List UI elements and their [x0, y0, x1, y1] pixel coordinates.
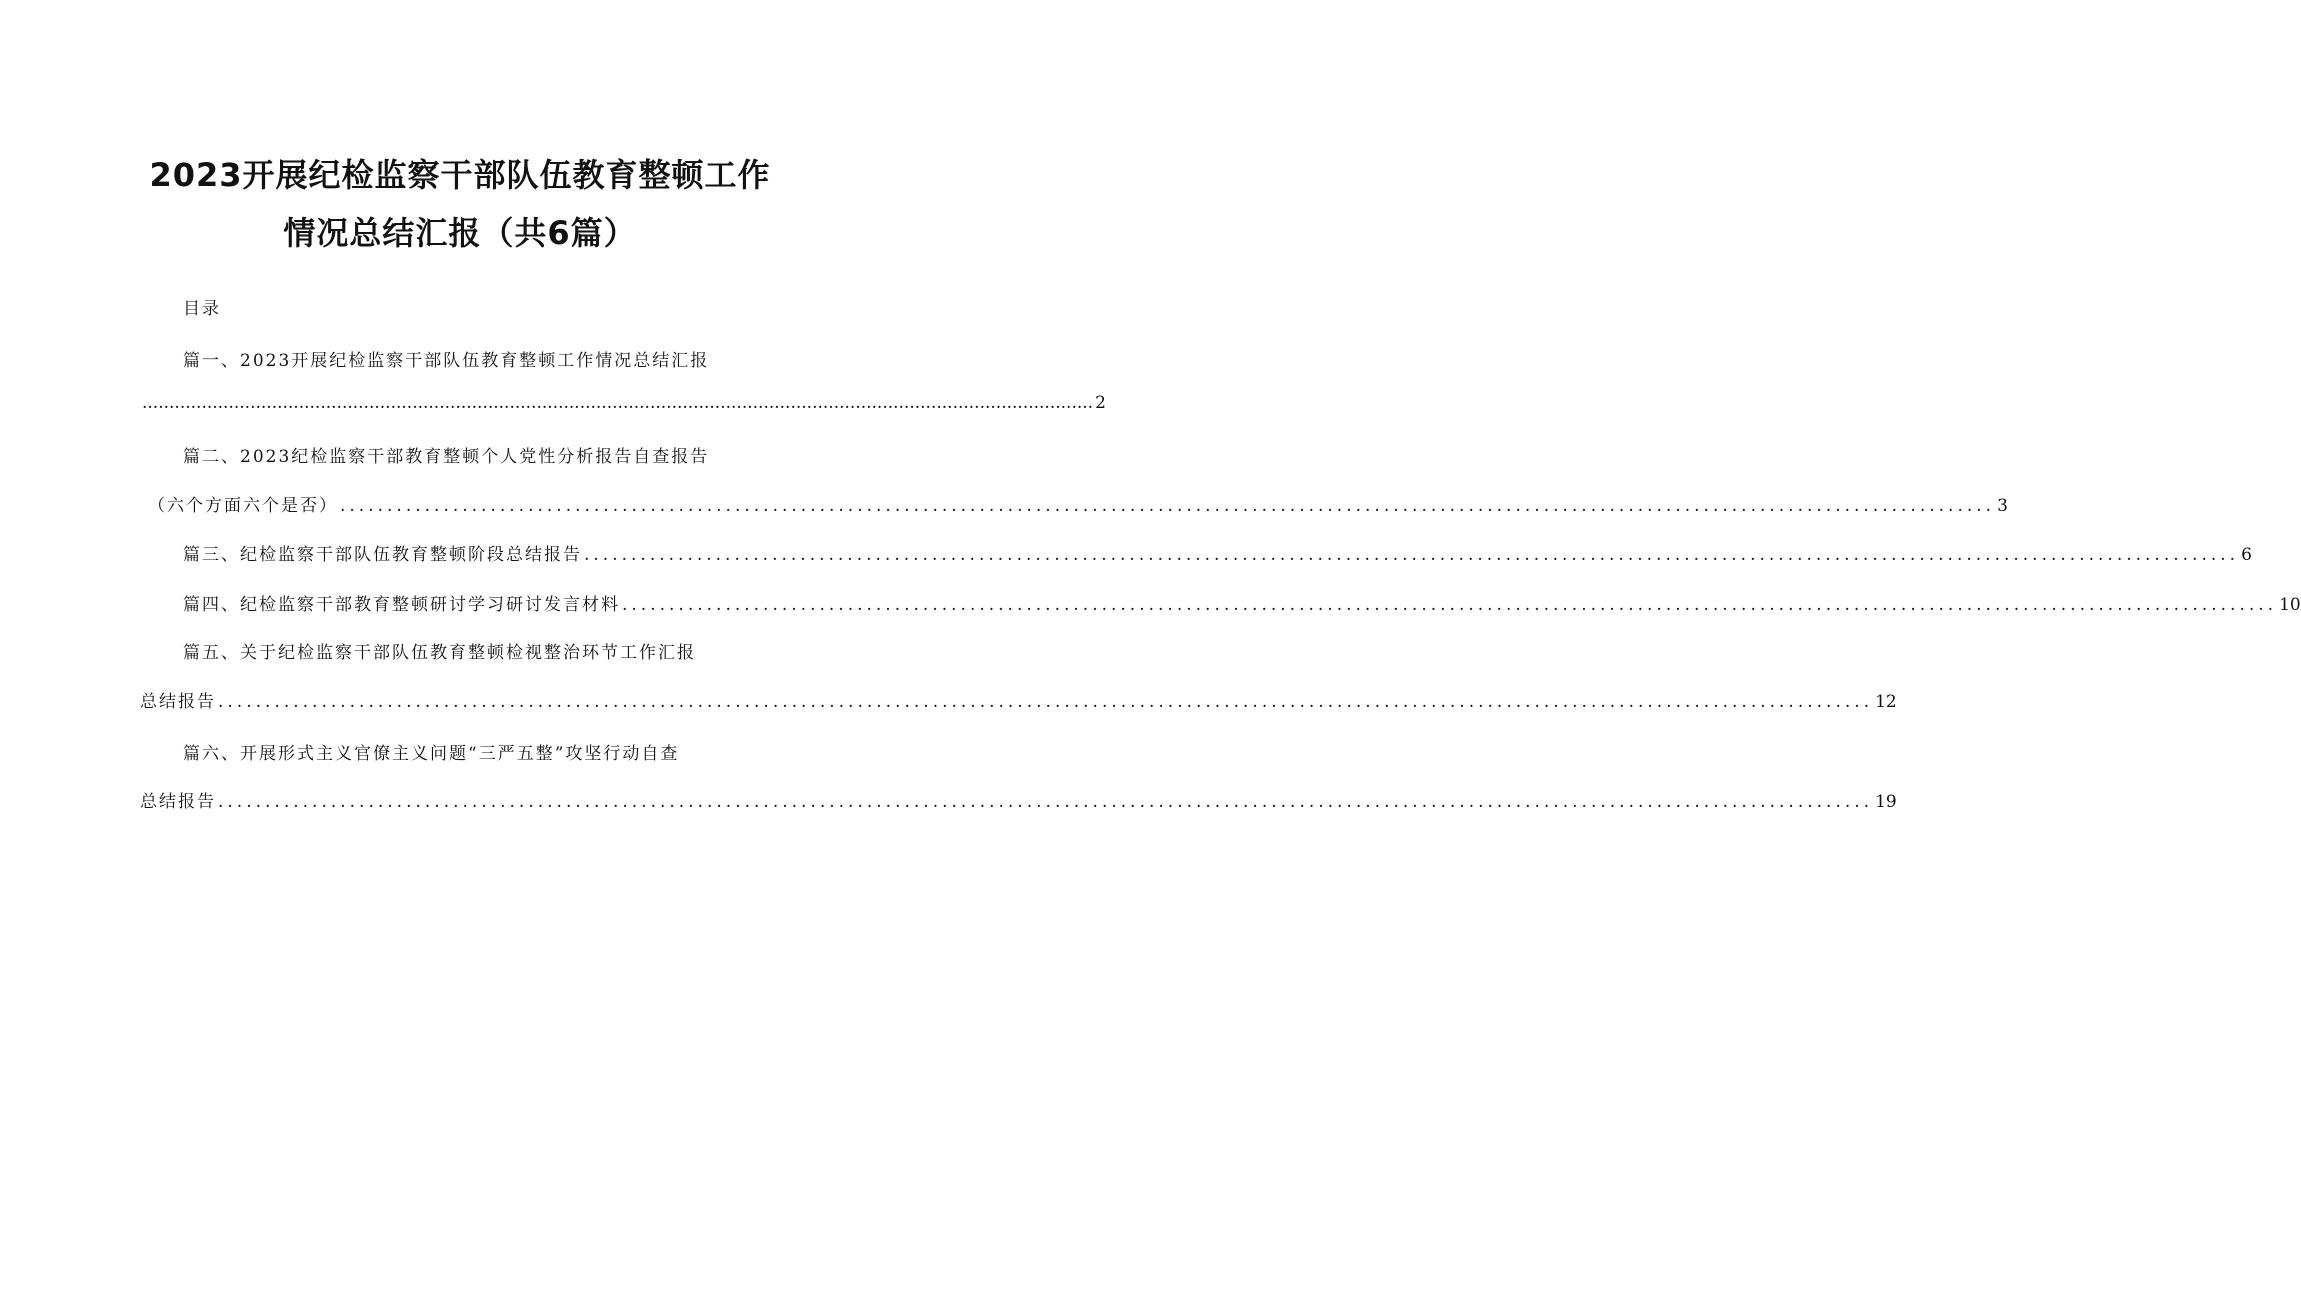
toc-leader-dots: ................................................................................................................................................................................: [218, 792, 1874, 812]
toc-entry-4-title: 篇四、纪检监察干部教育整顿研讨学习研讨发言材料: [183, 595, 620, 615]
toc-entry-2-title[interactable]: 篇二、2023纪检监察干部教育整顿个人党性分析报告自查报告: [183, 447, 710, 467]
toc-entry-6-continuation: 总结报告: [140, 792, 216, 812]
toc-entry-2-continuation: （六个方面六个是否）: [148, 496, 338, 516]
toc-entry-3-row[interactable]: [183, 540, 2252, 565]
toc-leader-dots: ................................................................................................................................................................................: [142, 393, 1094, 413]
toc-entry-5-title[interactable]: 篇五、关于纪检监察干部队伍教育整顿检视整治环节工作汇报: [183, 643, 696, 663]
toc-heading: 目录: [183, 299, 221, 319]
toc-page-number: 3: [1997, 496, 2008, 516]
toc-entry-5-continuation: 总结报告: [140, 692, 216, 712]
toc-page-number: 6: [2241, 545, 2252, 565]
toc-entry-6-row[interactable]: [140, 787, 1897, 812]
toc-entry-6-title[interactable]: 篇六、开展形式主义官僚主义问题“三严五整”攻坚行动自查: [183, 744, 680, 764]
toc-page-number: 12: [1875, 692, 1897, 712]
toc-leader-dots: ................................................................................................................................................................................: [218, 692, 1874, 712]
document-title-line-2: 情况总结汇报（共6篇）: [283, 214, 637, 252]
toc-leader-dots: ................................................................................................................................................................................: [584, 545, 2240, 565]
toc-page-number: 2: [1095, 393, 1106, 413]
toc-entry-5-row[interactable]: [140, 687, 1897, 712]
toc-page-number: 10: [2279, 595, 2301, 615]
toc-entry-2-row[interactable]: [148, 491, 2008, 516]
document-title-line-1: 2023开展纪检监察干部队伍教育整顿工作: [149, 156, 771, 194]
toc-leader-dots: ................................................................................................................................................................................: [622, 595, 2278, 615]
toc-page-number: 19: [1875, 792, 1897, 812]
toc-leader-dots: ................................................................................................................................................................................: [340, 496, 1996, 516]
toc-entry-3-title: 篇三、纪检监察干部队伍教育整顿阶段总结报告: [183, 545, 582, 565]
toc-entry-1-title[interactable]: 篇一、2023开展纪检监察干部队伍教育整顿工作情况总结汇报: [183, 351, 710, 371]
toc-entry-4-row[interactable]: [183, 590, 2301, 615]
toc-entry-1-leader-row[interactable]: [140, 393, 1106, 413]
